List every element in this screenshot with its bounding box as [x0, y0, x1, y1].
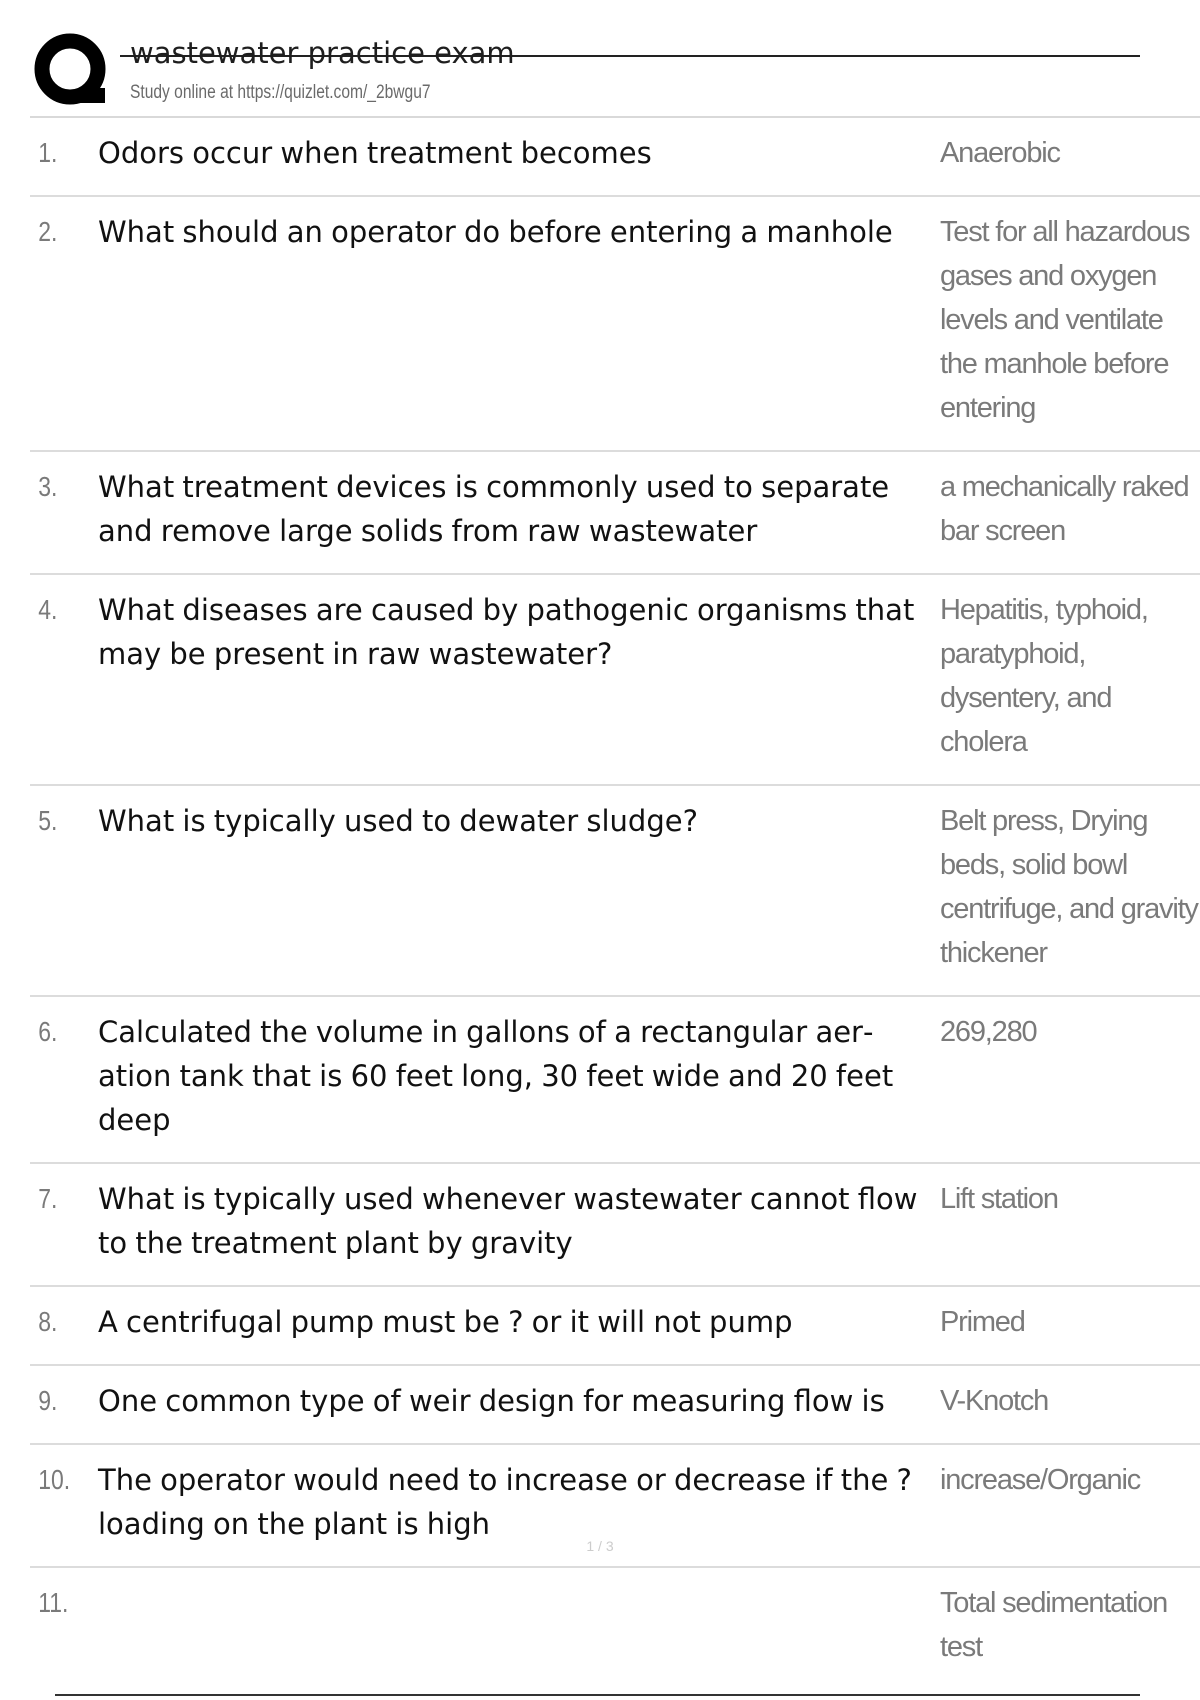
flashcard-row	[30, 1568, 1200, 1689]
card-number: 7.	[38, 1183, 58, 1214]
flashcard-row	[30, 997, 1200, 1164]
card-number: 4.	[38, 594, 58, 625]
flashcard-row	[30, 118, 1200, 197]
flashcard-row	[30, 197, 1200, 452]
flashcard-row	[30, 452, 1200, 575]
card-definition: Test for all hazardous gases and oxygen levels and ventilate the manhole before entering	[940, 216, 1190, 424]
card-term: Calculated the volume in gallons of a rectangular aeration tank that is 60 feet long, 30 feet wide and 20 feet deep	[98, 1015, 894, 1137]
flashcard-list	[30, 116, 1200, 1689]
card-term: Odors occur when treatment becomes	[98, 136, 652, 170]
card-term: One common type of weir design for measuring flow is	[98, 1384, 885, 1418]
card-definition: Hepatitis, typhoid, paratyphoid, dysentery, and cholera	[940, 594, 1148, 758]
card-definition: Anaerobic	[940, 137, 1060, 169]
card-number: 6.	[38, 1016, 58, 1047]
flashcard-row	[30, 1366, 1200, 1445]
card-term: What diseases are caused by pathogenic organisms that may be present in raw wastewater?	[98, 593, 915, 671]
card-definition: V-Knotch	[940, 1385, 1049, 1417]
card-definition: Total sedimentation test	[940, 1587, 1168, 1663]
card-number: 2.	[38, 216, 58, 247]
flashcard-row	[30, 1164, 1200, 1287]
page-title: wastewater practice exam	[130, 36, 515, 70]
card-number: 11.	[38, 1587, 69, 1618]
page-number: 1 / 3	[586, 1538, 614, 1554]
quizlet-logo-icon	[33, 33, 111, 111]
flashcard-row	[30, 786, 1200, 997]
card-definition: Belt press, Drying beds, solid bowl centrifuge, and gravity thickener	[940, 805, 1198, 969]
study-online-link[interactable]: Study online at https://quizlet.com/_2bwgu7	[130, 82, 431, 103]
card-term: A centrifugal pump must be ? or it will not pump	[98, 1305, 793, 1339]
card-definition: Lift station	[940, 1183, 1058, 1215]
card-term	[98, 1581, 940, 1669]
card-number: 9.	[38, 1385, 58, 1416]
card-definition: increase/Organic	[940, 1464, 1141, 1496]
card-term: What should an operator do before entering a manhole	[98, 215, 893, 249]
card-number: 8.	[38, 1306, 58, 1337]
card-definition: 269,280	[940, 1016, 1037, 1048]
card-term: The operator would need to increase or decrease if the ? loading on the plant is high	[98, 1463, 912, 1541]
card-number: 5.	[38, 805, 58, 836]
flashcard-row	[30, 1287, 1200, 1366]
flashcard-row	[30, 575, 1200, 786]
card-term: What treatment devices is commonly used to separate and remove large solids from raw wastewater	[98, 470, 890, 548]
card-definition: Primed	[940, 1306, 1025, 1338]
card-number: 10.	[38, 1464, 71, 1495]
card-number: 3.	[38, 471, 58, 502]
card-definition: a mechanically raked bar screen	[940, 471, 1189, 547]
card-number: 1.	[38, 137, 58, 168]
bottom-rule	[55, 1694, 1140, 1696]
page-header	[30, 30, 1140, 115]
card-term: What is typically used whenever wastewater cannot flow to the treatment plant by gravity	[98, 1182, 918, 1260]
card-term: What is typically used to dewater sludge?	[98, 804, 698, 838]
